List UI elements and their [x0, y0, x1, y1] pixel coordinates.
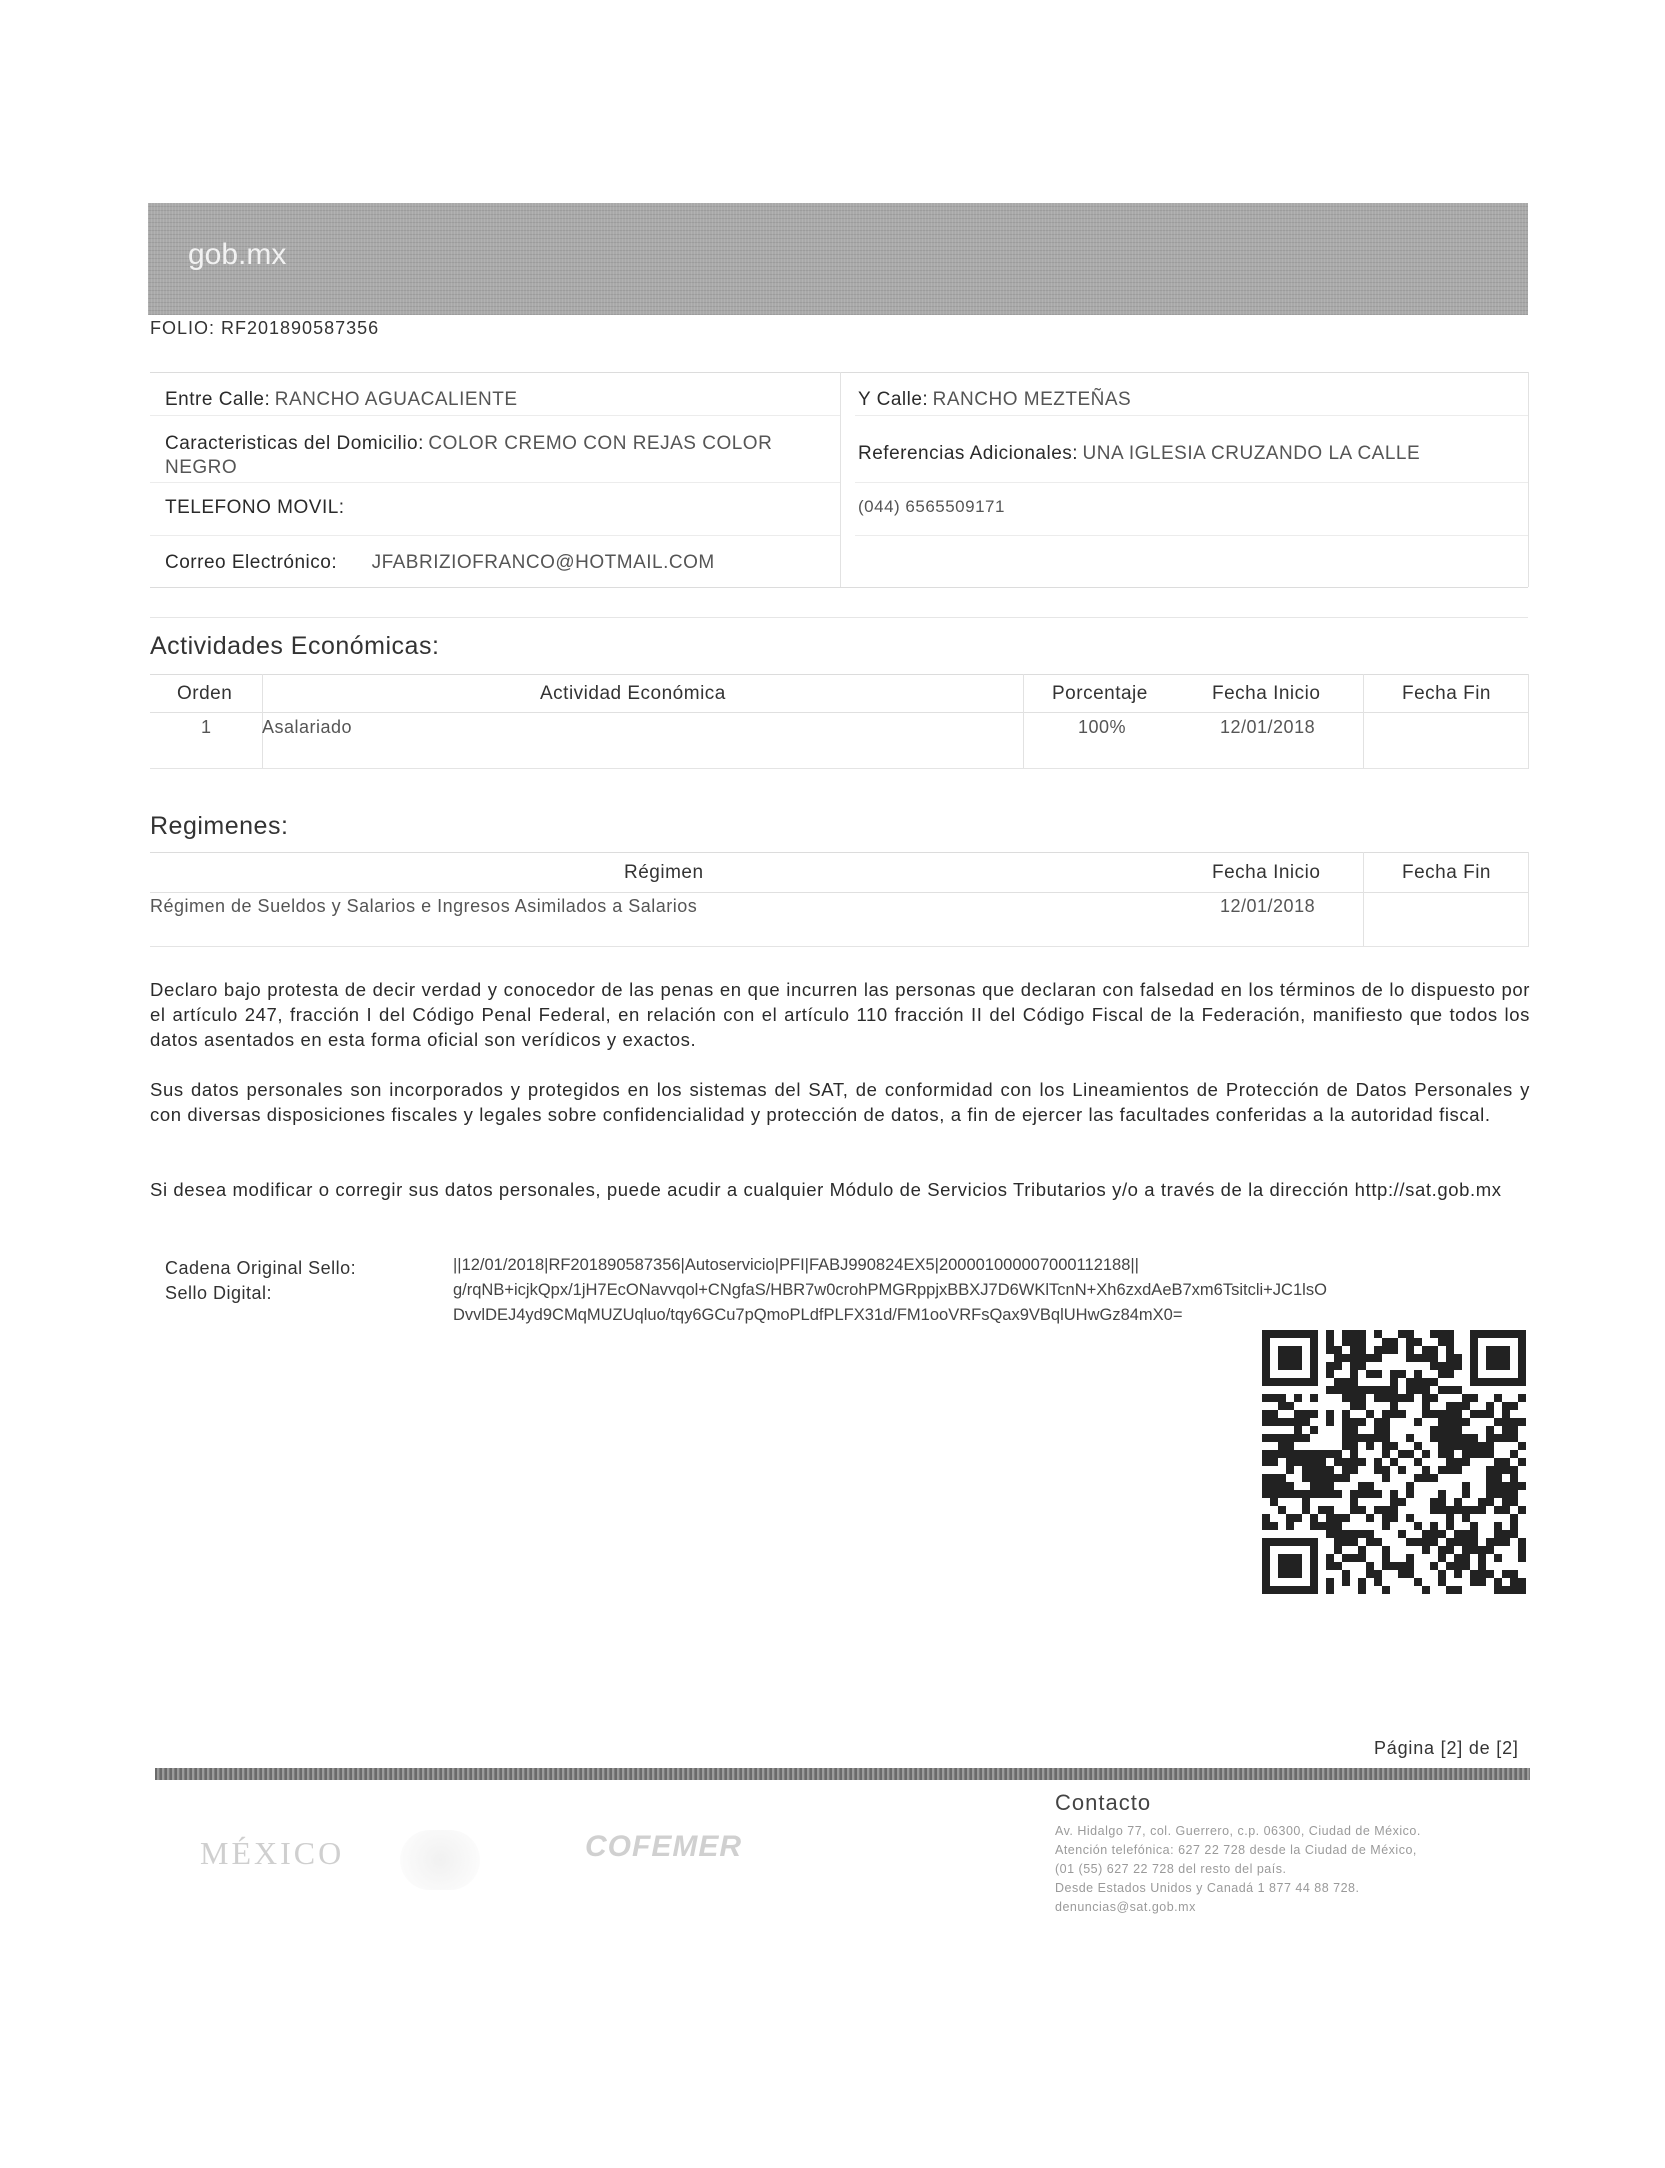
telefono-row	[165, 497, 345, 519]
page-number: Página [2] de [2]	[1374, 1738, 1519, 1758]
caracteristicas-value: COLOR CREMO CON REJAS COLOR	[428, 433, 773, 454]
divider	[150, 892, 1528, 893]
header-regimen: Régimen	[624, 862, 704, 883]
divider	[150, 415, 840, 416]
divider	[150, 712, 1528, 713]
seal-logo	[400, 1830, 480, 1890]
contact-address: Av. Hidalgo 77, col. Guerrero, c.p. 06300, Ciudad de México.	[1055, 1824, 1421, 1838]
contact-phone-usa: Desde Estados Unidos y Canadá 1 877 44 88 728.	[1055, 1881, 1360, 1895]
divider	[1363, 852, 1364, 947]
divider	[150, 617, 1528, 618]
cell-porcentaje: 100%	[1078, 717, 1127, 737]
divider	[1023, 674, 1024, 769]
sello-digital-line-1: g/rqNB+icjkQpx/1jH7EcONavvqol+CNgfaS/HBR7w0crohPMGRppjxBBXJ7D6WKlTcnN+Xh6zxdAeB7xm6Tsitcli+JC1lsO	[453, 1281, 1327, 1299]
header-actividad: Actividad Económica	[540, 683, 726, 704]
header-orden: Orden	[177, 683, 233, 704]
entre-calle-value: RANCHO AGUACALIENTE	[274, 389, 518, 410]
divider	[1363, 674, 1364, 769]
correo-value: JFABRIZIOFRANCO@HOTMAIL.COM	[371, 552, 715, 573]
y-calle-label: Y Calle:	[858, 389, 929, 410]
correo-row	[165, 552, 715, 574]
cell-regimen: Régimen de Sueldos y Salarios e Ingresos Asimilados a Salarios	[150, 896, 698, 916]
sello-digital-label: Sello Digital:	[165, 1283, 273, 1303]
aviso-modificacion: Si desea modificar o corregir sus datos personales, puede acudir a cualquier Módulo de Servicios Tributarios y/o a través de la dirección http://sat.gob.mx	[150, 1179, 1502, 1200]
contacto-title: Contacto	[1055, 1790, 1152, 1815]
divider	[855, 535, 1528, 536]
entre-calle-label: Entre Calle:	[165, 389, 271, 410]
mexico-logo: MÉXICO	[200, 1835, 345, 1871]
contact-phone-pais: (01 (55) 627 22 728 del resto del país.	[1055, 1862, 1287, 1876]
divider	[150, 482, 840, 483]
y-calle-row	[858, 389, 1131, 411]
caracteristicas-row	[165, 432, 835, 480]
telefono-value-cell	[858, 497, 1005, 517]
divider	[150, 535, 840, 536]
divider	[150, 946, 1528, 947]
footer-bar	[155, 1768, 1530, 1780]
entre-calle-row	[165, 389, 518, 411]
qr-code	[1262, 1330, 1526, 1594]
divider	[1528, 674, 1529, 769]
header-fecha-inicio: Fecha Inicio	[1212, 683, 1321, 704]
caracteristicas-value-2: NEGRO	[165, 457, 238, 478]
contact-phone-cdmx: Atención telefónica: 627 22 728 desde la Ciudad de México,	[1055, 1843, 1417, 1857]
cell-orden: 1	[201, 717, 212, 737]
divider	[1528, 372, 1529, 587]
regimenes-title: Regimenes:	[150, 812, 289, 840]
cofemer-logo: COFEMER	[585, 1830, 742, 1863]
divider	[150, 372, 1528, 373]
referencias-label: Referencias Adicionales:	[858, 443, 1079, 464]
aviso-datos-personales: Sus datos personales son incorporados y protegidos en los sistemas del SAT, de conformidad con los Lineamientos de Protección de Datos Personales y con diversas disposiciones fiscales y legales sobre confidencialidad y protección de datos, a fin de ejercer las facultades conferidas a la autoridad fiscal.	[150, 1079, 1530, 1125]
actividades-title: Actividades Económicas:	[150, 632, 440, 660]
header-banner	[148, 203, 1528, 315]
sello-digital-line-2: DvvlDEJ4yd9CMqMUZUqluo/tqy6GCu7pQmoPLdfPLFX31d/FM1ooVRFsQax9VBqlUHwGz84mX0=	[453, 1306, 1183, 1324]
header-fecha-inicio: Fecha Inicio	[1212, 862, 1321, 883]
divider	[150, 587, 1528, 588]
telefono-value: (044) 6565509171	[858, 497, 1005, 516]
y-calle-value: RANCHO MEZTEÑAS	[932, 389, 1132, 410]
referencias-row	[858, 443, 1420, 465]
header-porcentaje: Porcentaje	[1052, 683, 1148, 704]
gob-mx-logo: gob.mx	[188, 238, 287, 271]
divider	[855, 482, 1528, 483]
caracteristicas-label: Caracteristicas del Domicilio:	[165, 433, 424, 454]
telefono-label: TELEFONO MOVIL:	[165, 497, 345, 518]
divider	[855, 415, 1528, 416]
divider	[840, 372, 841, 587]
divider	[150, 674, 1528, 675]
header-fecha-fin: Fecha Fin	[1402, 683, 1491, 704]
cell-fecha-inicio: 12/01/2018	[1220, 717, 1316, 737]
cell-actividad: Asalariado	[262, 717, 353, 737]
declaracion-protesta: Declaro bajo protesta de decir verdad y conocedor de las penas en que incurren las personas que declaran con falsedad en los términos de lo dispuesto por el artículo 247, fracción I del Código Penal Federal, en relación con el artículo 110 fracción II del Código Fiscal de la Federación, manifiesto que todos los datos asentados en esta forma oficial son verídicos y exactos.	[150, 979, 1530, 1050]
divider	[150, 852, 1528, 853]
referencias-value: UNA IGLESIA CRUZANDO LA CALLE	[1082, 443, 1421, 464]
divider	[150, 768, 1528, 769]
cadena-original-label: Cadena Original Sello:	[165, 1258, 357, 1278]
contact-email[interactable]: denuncias@sat.gob.mx	[1055, 1900, 1196, 1914]
folio-number: FOLIO: RF201890587356	[150, 318, 380, 338]
cell-fecha-inicio: 12/01/2018	[1220, 896, 1316, 916]
header-fecha-fin: Fecha Fin	[1402, 862, 1491, 883]
contacto-info	[1055, 1822, 1421, 1917]
cadena-original-value: ||12/01/2018|RF201890587356|Autoservicio|PFI|FABJ990824EX5|200001000007000112188||	[453, 1256, 1139, 1274]
correo-label: Correo Electrónico:	[165, 552, 338, 573]
divider	[1528, 852, 1529, 947]
